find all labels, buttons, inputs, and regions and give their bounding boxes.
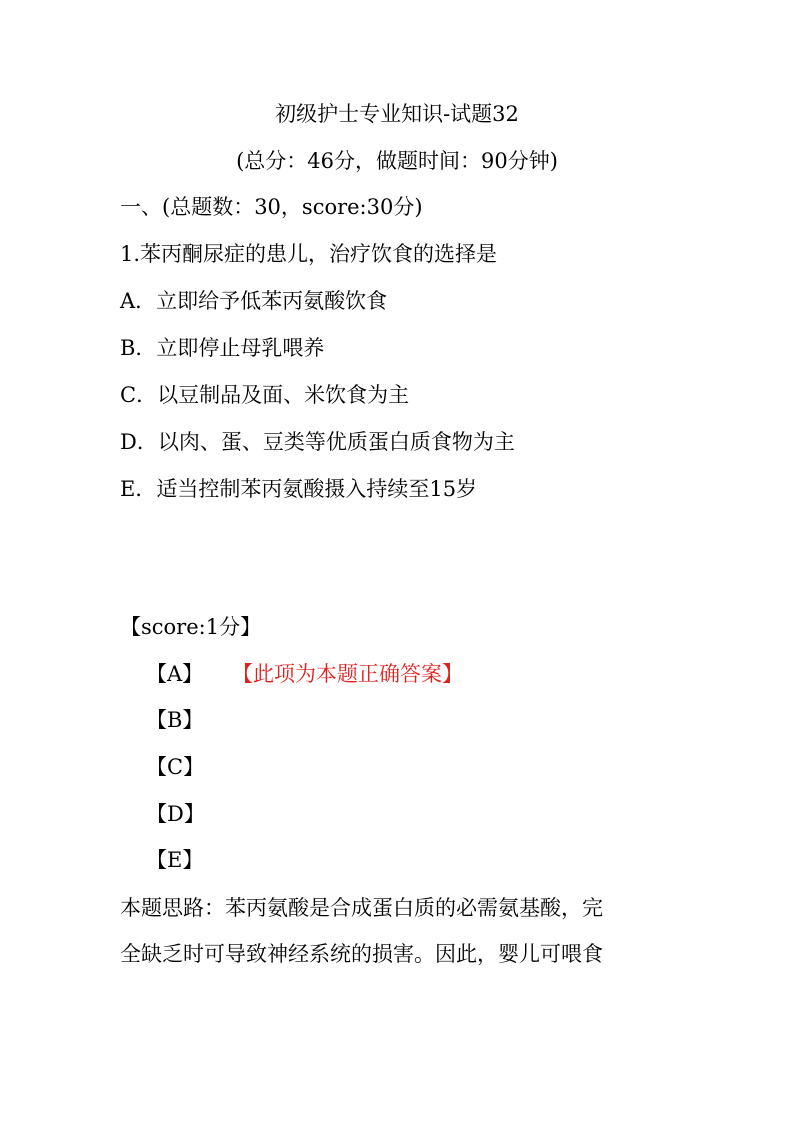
answer-item-c: 【C】 — [146, 755, 205, 779]
explanation-line-1: 本题思路：苯丙氨酸是合成蛋白质的必需氨基酸，完 — [120, 896, 603, 920]
answer-item-d: 【D】 — [146, 802, 205, 826]
option-e: E．适当控制苯丙氨酸摄入持续至15岁 — [120, 477, 478, 501]
option-c: C．以豆制品及面、米饮食为主 — [120, 383, 410, 407]
correct-answer-note: 【此项为本题正确答案】 — [232, 662, 463, 686]
answer-item-e: 【E】 — [146, 848, 204, 872]
section-heading: 一、(总题数：30，score:30分) — [120, 195, 423, 219]
question-stem: 1.苯丙酮尿症的患儿，治疗饮食的选择是 — [120, 242, 498, 266]
explanation-line-2: 全缺乏时可导致神经系统的损害。因此，婴儿可喂食 — [120, 942, 603, 966]
answer-item-b: 【B】 — [146, 708, 204, 732]
option-b: B．立即停止母乳喂养 — [120, 336, 325, 360]
page-subtitle: (总分：46分，做题时间：90分钟) — [236, 149, 558, 173]
option-a: A．立即给予低苯丙氨酸饮食 — [120, 289, 388, 313]
answer-item-a: 【A】 — [146, 662, 204, 686]
page-title: 初级护士专业知识-试题32 — [275, 102, 519, 126]
option-d: D．以肉、蛋、豆类等优质蛋白质食物为主 — [120, 430, 515, 454]
score-label: 【score:1分】 — [120, 615, 262, 639]
